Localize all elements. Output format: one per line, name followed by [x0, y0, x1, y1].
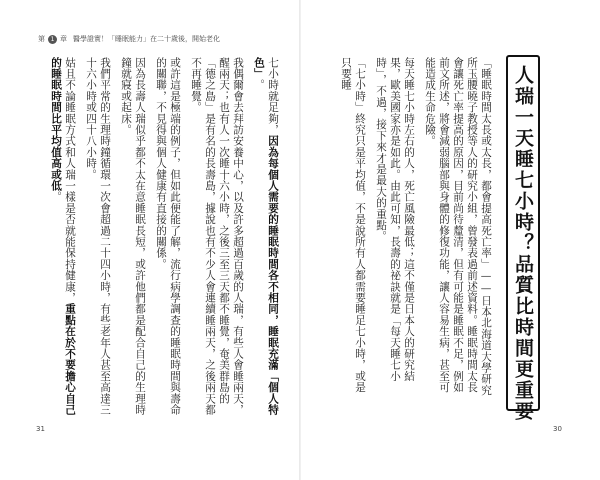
left-paragraph [189, 57, 245, 417]
right-page-body [315, 57, 493, 402]
left-page-body [44, 57, 280, 417]
paragraph-text: 七小時就足夠， [267, 57, 279, 136]
chapter-title: 人瑞一天睡七小時？品質比時間更重要 [512, 65, 534, 422]
left-paragraph [154, 57, 182, 417]
page-number-right: 30 [553, 425, 562, 433]
paragraph-text: 或許這是極端的例子，但如此便能了解，流行病學調查的睡眠時間與壽命的關聯，不見得與個人健康有直接的關係。 [155, 57, 181, 416]
emphasized-text: 因為每個人需要的睡眠時間各不相同，睡眠充滿「個人特色」 [253, 57, 279, 416]
emphasized-text: 重點在於不要擔心自己的睡眠時間比平均值高或低 [50, 57, 76, 416]
running-header [38, 34, 220, 44]
paragraph-text: 。 [253, 79, 265, 91]
chapter-prefix: 第 [38, 35, 45, 43]
right-paragraph [374, 57, 416, 402]
left-paragraph [252, 57, 280, 417]
paragraph-text: 「睡眠時間太長或太長，都會提高死亡率」——日本北海道大學研究所玉腰曉子教授等人的研究小組，曾發表過前述資料。睡眠時間太長會讓死亡率提高的原因，目前尚待釐清，但有可能是睡眠不足，例如前文所述，將會減弱腦部與身體的修復功能，讓人容易生病，甚至可能造成生命危險。 [424, 57, 492, 396]
running-title: 醫學證實！「睡眠能力」在二十歲後，開始老化 [73, 35, 220, 43]
right-paragraph [339, 57, 367, 402]
chapter-title-box [506, 55, 540, 422]
paragraph-text: 每天睡七小時左右的人，死亡風險最低；這不僅是日本人的研究結果，歐美國家亦是如此。由此可知，長壽的祕訣就是「每天睡七小時」，不過，接下來才是最大的重點。 [375, 57, 415, 382]
paragraph-text: 我們平常的生理時鐘循環一次會超過二十四小時，有些老年人甚至高達三十六小時或四十八小時。 [85, 57, 111, 416]
paragraph-text: 。 [50, 191, 62, 203]
right-paragraph [423, 57, 493, 402]
left-paragraph [84, 57, 112, 417]
left-paragraph [49, 57, 77, 417]
chapter-suffix: 章 [60, 35, 67, 43]
book-gutter [299, 0, 301, 480]
paragraph-text: 姑且不論睡眠方式和人瑞一樣是否就能保持健康， [64, 57, 76, 304]
chapter-number-badge: 1 [48, 35, 57, 44]
left-paragraph [119, 57, 147, 417]
page-number-left: 31 [36, 425, 45, 433]
paragraph-text: 我偶爾會去拜訪安養中心，以及許多超過百歲的人瑞，有些人會睡兩天，醒兩天；也有人一次睡十六小時，之後三至三天都不睡覺，奄美群島的「德之島」是有名的長壽島，據說也有不少人會連續睡兩天，之後兩天都不再睡覺。 [190, 57, 244, 416]
paragraph-text: 因為長壽人瑞似乎都不太在意睡眠長短，或許他們都是配合自己的生理時鐘就寢或起床。 [120, 57, 146, 416]
paragraph-text: 「七小時」終究只是平均值，不是說所有人都需要睡足七小時，或是只要睡 [340, 57, 366, 393]
